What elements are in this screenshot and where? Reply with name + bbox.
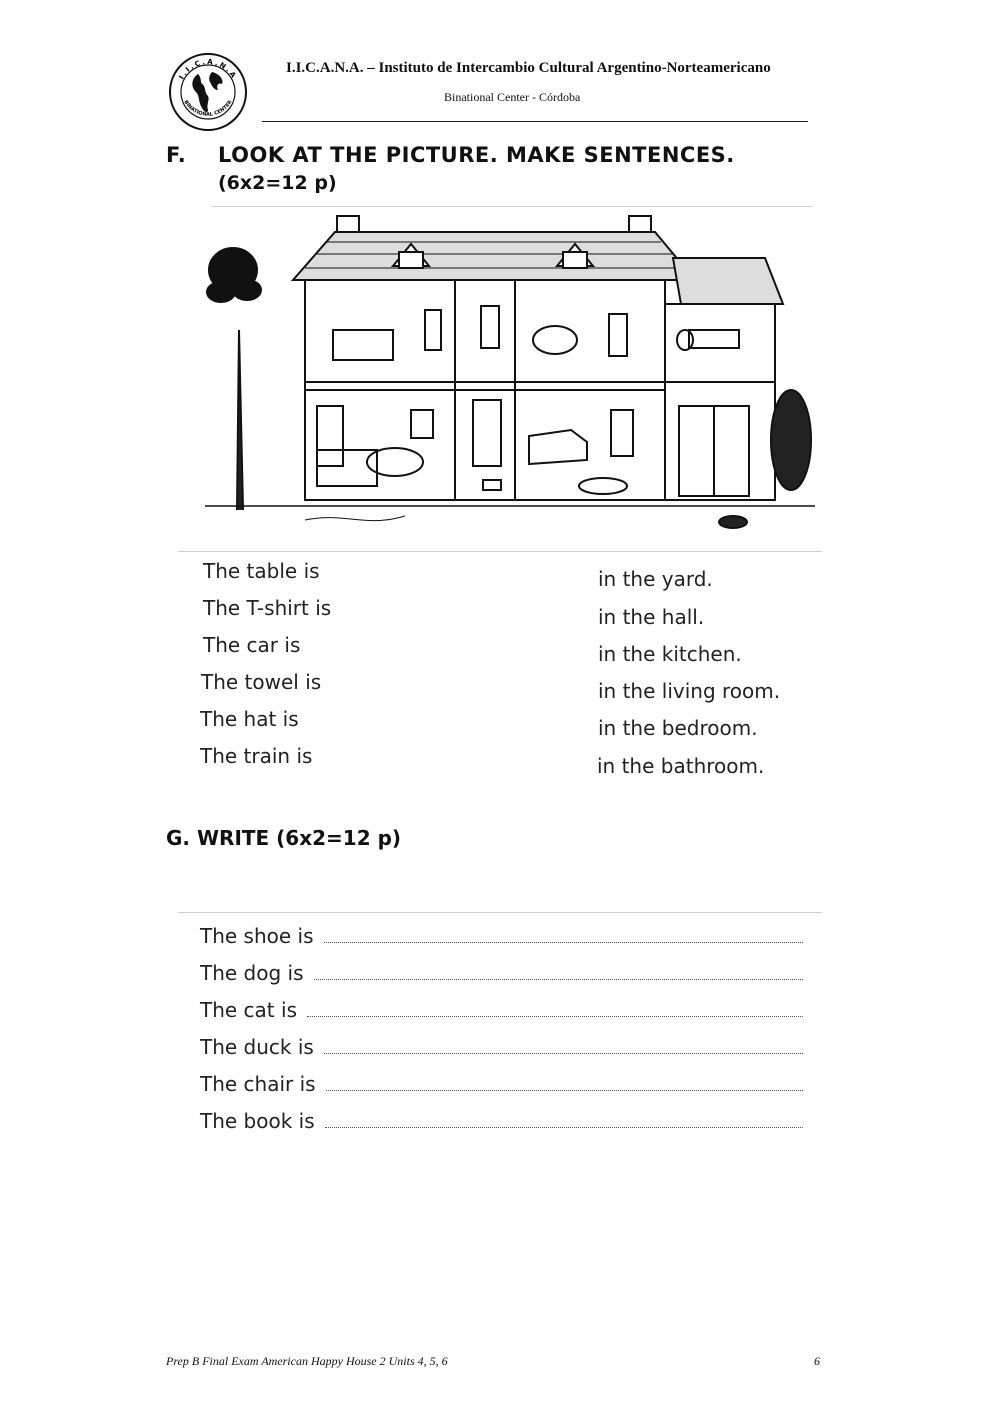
answer-blank[interactable] [314, 965, 803, 980]
subject-item: The train is [200, 744, 313, 768]
write-line-prompt: The chair is [200, 1072, 316, 1096]
place-item: in the yard. [598, 567, 713, 591]
subject-item: The towel is [201, 670, 322, 694]
place-item: in the hall. [598, 605, 705, 629]
write-line[interactable] [200, 1109, 803, 1133]
section-g-title: G. WRITE (6x2=12 p) [166, 826, 402, 850]
place-item: in the kitchen. [598, 642, 742, 666]
page-number: 6 [814, 1354, 820, 1368]
answer-blank[interactable] [325, 1113, 803, 1128]
write-line-prompt: The dog is [200, 961, 304, 985]
write-line-prompt: The cat is [200, 998, 297, 1022]
answer-blank[interactable] [324, 1039, 803, 1054]
institute-seal-logo [168, 52, 248, 132]
write-top-rule [178, 912, 822, 913]
write-line[interactable] [200, 998, 803, 1022]
logo-bottom-text: BINATIONAL CENTER [182, 99, 234, 118]
place-item: in the bedroom. [598, 716, 758, 740]
section-f-points: (6x2=12 p) [218, 172, 337, 194]
sentences-top-rule [178, 551, 822, 552]
write-line-prompt: The shoe is [200, 924, 314, 948]
write-line-prompt: The book is [200, 1109, 315, 1133]
write-line[interactable] [200, 1072, 803, 1096]
write-line[interactable] [200, 924, 803, 948]
subject-item: The car is [203, 633, 301, 657]
header-divider [262, 121, 808, 122]
answer-blank[interactable] [324, 928, 803, 943]
write-line[interactable] [200, 1035, 803, 1059]
institute-subtitle: Binational Center - Córdoba [444, 90, 581, 104]
subject-item: The T-shirt is [203, 596, 332, 620]
place-item: in the living room. [598, 679, 781, 703]
subject-item: The table is [203, 559, 320, 583]
write-line-prompt: The duck is [200, 1035, 314, 1059]
section-f-label: F. [166, 143, 187, 167]
write-line[interactable] [200, 961, 803, 985]
logo-top-text: I.I.C.A.N.A [177, 57, 239, 81]
house-cutaway-illustration [205, 210, 815, 540]
section-f-title: LOOK AT THE PICTURE. MAKE SENTENCES. [218, 143, 735, 167]
institute-name: I.I.C.A.N.A. – Instituto de Intercambio Cultural Argentino-Norteamericano [286, 60, 771, 76]
section-f-top-rule [212, 206, 812, 207]
answer-blank[interactable] [307, 1002, 803, 1017]
subject-item: The hat is [200, 707, 299, 731]
footer-exam-title: Prep B Final Exam American Happy House 2 Units 4, 5, 6 [166, 1354, 448, 1368]
place-item: in the bathroom. [597, 754, 765, 778]
answer-blank[interactable] [326, 1076, 803, 1091]
